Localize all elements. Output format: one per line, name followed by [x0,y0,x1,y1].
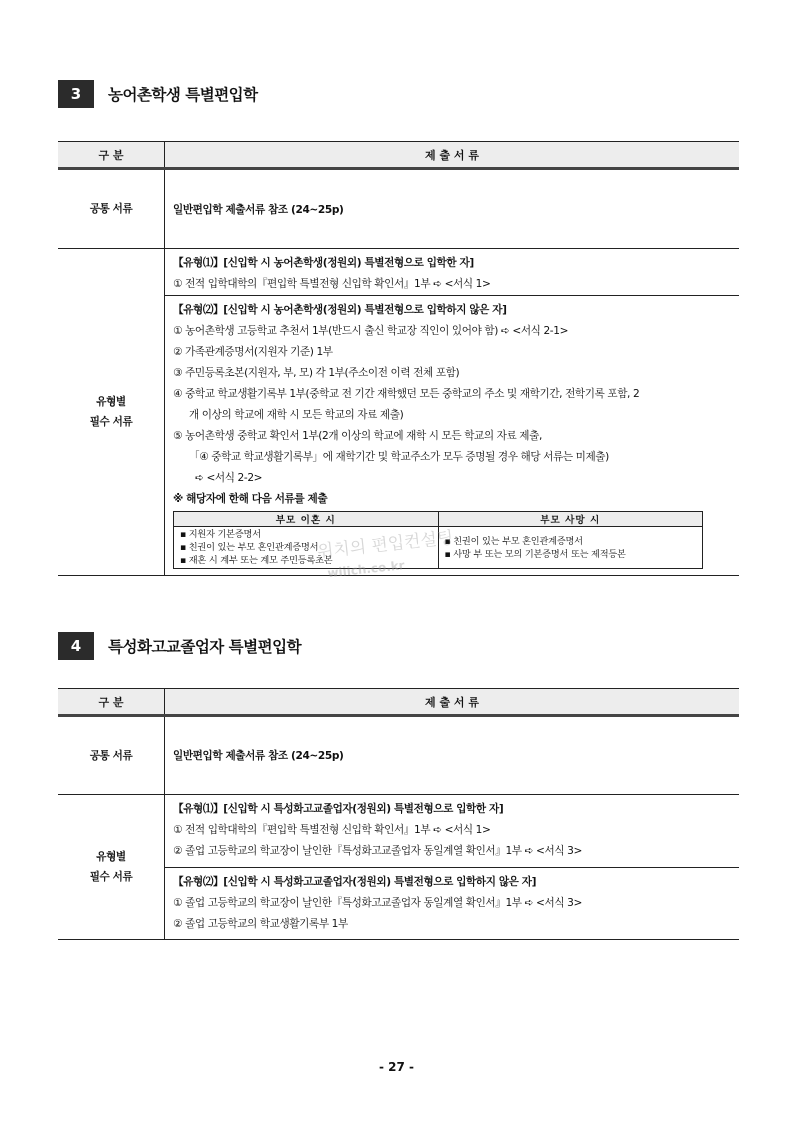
type-1-block [173,795,739,867]
list-item: ① 전적 입학대학의『편입학 특별전형 신입학 확인서』1부 ➪ <서식 1> [173,824,491,836]
column-header-category: 구 분 [58,689,165,716]
list-item: ▪ 재혼 시 계부 또는 계모 주민등록초본 [180,555,333,566]
watermark: 위치의 편입컨설팅 wiiich.co.kr [316,527,455,581]
section-3-table [58,141,739,576]
type-2-heading: 【유형⑵】[신입학 시 특성화고교졸업자(정원외) 특별전형으로 입학하지 않은 자] [173,876,537,888]
type-1-heading: 【유형⑴】[신입학 시 농어촌학생(정원외) 특별전형으로 입학한 자] [173,257,474,269]
list-item: ① 졸업 고등학교의 학교장이 날인한『특성화고교졸업자 동일계열 확인서』1부 ➪ <서식 3> [173,897,582,909]
section-3-number: 3 [58,80,94,108]
type-2-block [165,295,739,569]
sub-header-death: 부모 사망 시 [438,512,703,527]
section-4-table [58,688,739,940]
list-item: ▪ 사망 부 또는 모의 기본증명서 또는 제적등본 [444,548,626,560]
section-3-header [58,80,258,108]
required-docs-label: 유형별 필수 서류 [58,249,165,576]
page-number: - 27 - [378,1060,414,1074]
required-docs-body [165,249,740,576]
list-item: ② 졸업 고등학교의 학교장이 날인한『특성화고교졸업자 동일계열 확인서』1부 ➪ <서식 3> [173,845,582,857]
column-header-documents: 제 출 서 류 [165,142,740,169]
section-4-number: 4 [58,632,94,660]
type-2-block [165,867,739,939]
list-item-continued: 「④ 중학교 학교생활기록부」에 재학기간 및 학교주소가 모두 증명될 경우 해당 서류는 미제출) [189,451,609,463]
list-item: ③ 주민등록초본(지원자, 부, 모) 각 1부(주소이전 이력 전체 포함) [173,367,460,379]
type-2-heading: 【유형⑵】[신입학 시 농어촌학생(정원외) 특별전형으로 입학하지 않은 자] [173,304,507,316]
type-1-heading: 【유형⑴】[신입학 시 특성화고교졸업자(정원외) 특별전형으로 입학한 자] [173,803,504,815]
list-item: ① 농어촌학생 고등학교 추천서 1부(반드시 출신 학교장 직인이 있어야 함) ➪ <서식 2-1> [173,325,569,337]
section-4-title: 특성화고교졸업자 특별편입학 [108,638,302,656]
type-1-block [173,249,739,295]
required-docs-label: 유형별 필수 서류 [58,795,165,940]
list-item: ② 가족관계증명서(지원자 기준) 1부 [173,346,333,358]
divorce-docs-cell [174,527,439,569]
list-item-form-ref: ➪ <서식 2-2> [195,472,263,484]
sub-header-divorce: 부모 이혼 시 [174,512,439,527]
list-item: ▪ 친권이 있는 부모 혼인관계증명서 [180,542,319,553]
list-item: ④ 중학교 학교생활기록부 1부(중학교 전 기간 재학했던 모든 중학교의 주소 및 재학기간, 전학기록 포함, 2 [173,388,640,400]
list-item: ① 전적 입학대학의『편입학 특별전형 신입학 확인서』1부 ➪ <서식 1> [173,278,491,290]
death-docs-cell [438,527,703,569]
common-docs-text: 일반편입학 제출서류 참조 (24~25p) [165,716,740,795]
list-item: ② 졸업 고등학교의 학교생활기록부 1부 [173,918,348,930]
common-docs-text: 일반편입학 제출서류 참조 (24~25p) [165,169,740,249]
common-docs-label: 공통 서류 [58,169,165,249]
conditional-docs-table [173,511,703,569]
list-item: ▪ 친권이 있는 부모 혼인관계증명서 [444,535,583,547]
section-3-title: 농어촌학생 특별편입학 [108,86,258,104]
conditional-note: ※ 해당자에 한해 다음 서류를 제출 [173,493,328,505]
list-item-continued: 개 이상의 학교에 재학 시 모든 학교의 자료 제출) [189,409,404,421]
list-item: ▪ 지원자 기본증명서 [180,529,261,540]
required-docs-body [165,795,740,940]
common-docs-label: 공통 서류 [58,716,165,795]
column-header-documents: 제 출 서 류 [165,689,740,716]
list-item: ⑤ 농어촌학생 중학교 확인서 1부(2개 이상의 학교에 재학 시 모든 학교의 자료 제출, [173,430,542,442]
column-header-category: 구 분 [58,142,165,169]
section-4-header [58,632,301,660]
